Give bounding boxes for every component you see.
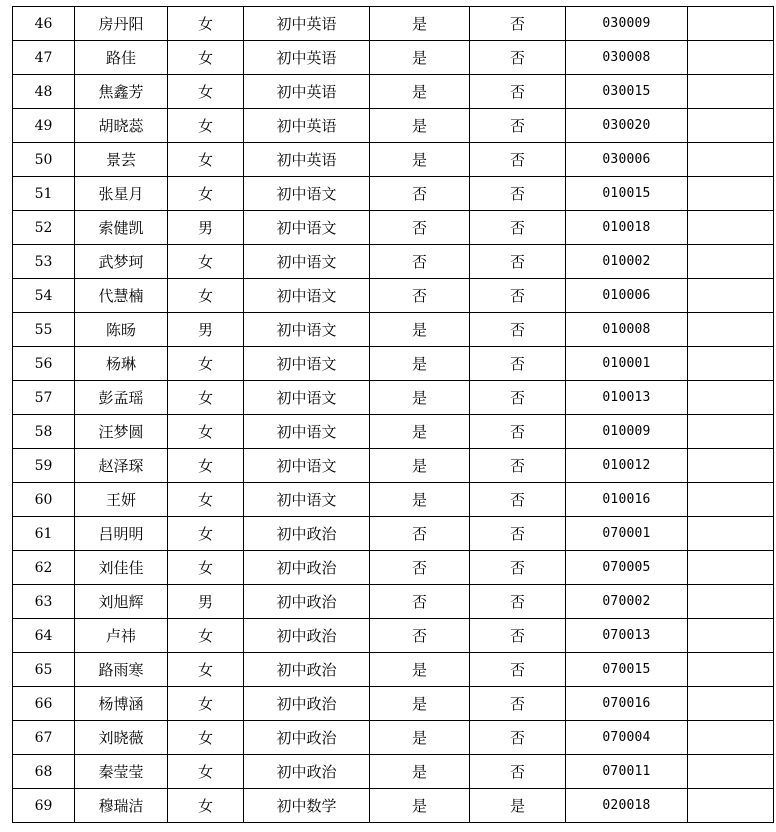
cell-name: 陈旸 [75, 313, 168, 347]
cell-number: 56 [13, 347, 75, 381]
cell-flag-a: 否 [370, 279, 470, 313]
cell-code: 070001 [566, 517, 688, 551]
cell-flag-b: 否 [470, 177, 566, 211]
cell-note [688, 687, 774, 721]
cell-number: 69 [13, 789, 75, 823]
cell-flag-a: 是 [370, 381, 470, 415]
table-row [13, 687, 774, 721]
cell-note [688, 755, 774, 789]
cell-number: 53 [13, 245, 75, 279]
cell-subject: 初中英语 [244, 41, 370, 75]
cell-number: 61 [13, 517, 75, 551]
cell-number: 46 [13, 7, 75, 41]
table-row [13, 279, 774, 313]
cell-name: 王妍 [75, 483, 168, 517]
table-row [13, 517, 774, 551]
cell-gender: 女 [168, 279, 244, 313]
cell-name: 刘旭辉 [75, 585, 168, 619]
cell-gender: 男 [168, 313, 244, 347]
cell-code: 010006 [566, 279, 688, 313]
cell-code: 010015 [566, 177, 688, 211]
cell-code: 070004 [566, 721, 688, 755]
cell-number: 50 [13, 143, 75, 177]
cell-number: 68 [13, 755, 75, 789]
cell-subject: 初中语文 [244, 381, 370, 415]
cell-gender: 女 [168, 143, 244, 177]
cell-number: 64 [13, 619, 75, 653]
cell-flag-b: 否 [470, 619, 566, 653]
cell-number: 58 [13, 415, 75, 449]
cell-flag-b: 否 [470, 347, 566, 381]
cell-code: 010016 [566, 483, 688, 517]
cell-number: 47 [13, 41, 75, 75]
cell-number: 49 [13, 109, 75, 143]
cell-number: 51 [13, 177, 75, 211]
cell-name: 张星月 [75, 177, 168, 211]
cell-name: 秦莹莹 [75, 755, 168, 789]
cell-note [688, 41, 774, 75]
cell-gender: 女 [168, 653, 244, 687]
cell-gender: 女 [168, 721, 244, 755]
cell-subject: 初中语文 [244, 347, 370, 381]
cell-name: 杨博涵 [75, 687, 168, 721]
table-row [13, 381, 774, 415]
cell-gender: 女 [168, 415, 244, 449]
cell-flag-b: 否 [470, 75, 566, 109]
cell-number: 57 [13, 381, 75, 415]
cell-subject: 初中政治 [244, 551, 370, 585]
cell-flag-b: 否 [470, 7, 566, 41]
table-row [13, 75, 774, 109]
table-row [13, 313, 774, 347]
cell-flag-b: 否 [470, 109, 566, 143]
cell-flag-b: 否 [470, 41, 566, 75]
cell-number: 52 [13, 211, 75, 245]
cell-subject: 初中数学 [244, 789, 370, 823]
cell-note [688, 653, 774, 687]
cell-subject: 初中政治 [244, 585, 370, 619]
cell-flag-a: 是 [370, 789, 470, 823]
table-row [13, 789, 774, 823]
cell-gender: 女 [168, 755, 244, 789]
cell-code: 070015 [566, 653, 688, 687]
cell-flag-a: 否 [370, 211, 470, 245]
cell-flag-a: 是 [370, 143, 470, 177]
cell-note [688, 619, 774, 653]
cell-note [688, 789, 774, 823]
cell-flag-b: 否 [470, 687, 566, 721]
cell-gender: 女 [168, 517, 244, 551]
cell-subject: 初中语文 [244, 449, 370, 483]
cell-code: 030008 [566, 41, 688, 75]
cell-note [688, 7, 774, 41]
table-row [13, 7, 774, 41]
cell-flag-a: 否 [370, 585, 470, 619]
cell-flag-a: 是 [370, 109, 470, 143]
crop-edge [0, 0, 776, 6]
roster-table-body [13, 7, 774, 823]
table-row [13, 483, 774, 517]
cell-note [688, 347, 774, 381]
cell-note [688, 109, 774, 143]
roster-table [12, 6, 774, 823]
table-row [13, 449, 774, 483]
cell-name: 路雨寒 [75, 653, 168, 687]
cell-name: 景芸 [75, 143, 168, 177]
cell-name: 彭孟瑶 [75, 381, 168, 415]
cell-flag-a: 是 [370, 7, 470, 41]
cell-flag-b: 否 [470, 143, 566, 177]
cell-name: 焦鑫芳 [75, 75, 168, 109]
cell-flag-b: 否 [470, 517, 566, 551]
cell-flag-a: 否 [370, 245, 470, 279]
cell-flag-b: 否 [470, 381, 566, 415]
cell-code: 010018 [566, 211, 688, 245]
cell-flag-a: 是 [370, 313, 470, 347]
cell-number: 67 [13, 721, 75, 755]
cell-code: 070013 [566, 619, 688, 653]
table-row [13, 347, 774, 381]
cell-gender: 女 [168, 619, 244, 653]
cell-note [688, 483, 774, 517]
cell-gender: 女 [168, 347, 244, 381]
cell-name: 刘晓薇 [75, 721, 168, 755]
cell-flag-a: 是 [370, 721, 470, 755]
cell-subject: 初中英语 [244, 75, 370, 109]
cell-subject: 初中语文 [244, 279, 370, 313]
cell-flag-a: 是 [370, 75, 470, 109]
cell-flag-b: 否 [470, 211, 566, 245]
cell-code: 030015 [566, 75, 688, 109]
cell-name: 房丹阳 [75, 7, 168, 41]
cell-gender: 女 [168, 483, 244, 517]
cell-flag-a: 否 [370, 619, 470, 653]
table-row [13, 585, 774, 619]
cell-gender: 女 [168, 41, 244, 75]
cell-name: 赵泽琛 [75, 449, 168, 483]
cell-note [688, 245, 774, 279]
cell-subject: 初中语文 [244, 483, 370, 517]
cell-name: 卢祎 [75, 619, 168, 653]
cell-number: 62 [13, 551, 75, 585]
cell-subject: 初中语文 [244, 245, 370, 279]
cell-flag-a: 是 [370, 41, 470, 75]
cell-number: 48 [13, 75, 75, 109]
table-row [13, 143, 774, 177]
cell-flag-b: 否 [470, 245, 566, 279]
cell-flag-a: 是 [370, 449, 470, 483]
cell-number: 65 [13, 653, 75, 687]
cell-code: 030009 [566, 7, 688, 41]
cell-number: 55 [13, 313, 75, 347]
cell-note [688, 449, 774, 483]
table-row [13, 755, 774, 789]
cell-flag-a: 是 [370, 653, 470, 687]
cell-gender: 女 [168, 75, 244, 109]
cell-flag-b: 否 [470, 721, 566, 755]
cell-code: 010013 [566, 381, 688, 415]
table-row [13, 211, 774, 245]
cell-flag-a: 否 [370, 177, 470, 211]
table-row [13, 653, 774, 687]
cell-name: 刘佳佳 [75, 551, 168, 585]
cell-name: 汪梦圆 [75, 415, 168, 449]
cell-subject: 初中政治 [244, 517, 370, 551]
cell-flag-b: 否 [470, 755, 566, 789]
cell-flag-b: 否 [470, 279, 566, 313]
cell-flag-a: 是 [370, 415, 470, 449]
cell-flag-a: 是 [370, 347, 470, 381]
cell-code: 070002 [566, 585, 688, 619]
cell-number: 60 [13, 483, 75, 517]
cell-gender: 女 [168, 7, 244, 41]
cell-gender: 女 [168, 245, 244, 279]
cell-note [688, 415, 774, 449]
cell-note [688, 211, 774, 245]
cell-flag-b: 否 [470, 313, 566, 347]
cell-note [688, 177, 774, 211]
cell-number: 54 [13, 279, 75, 313]
cell-gender: 女 [168, 109, 244, 143]
table-row [13, 721, 774, 755]
cell-flag-b: 否 [470, 551, 566, 585]
cell-code: 030020 [566, 109, 688, 143]
cell-subject: 初中政治 [244, 755, 370, 789]
cell-name: 武梦珂 [75, 245, 168, 279]
cell-name: 穆瑞洁 [75, 789, 168, 823]
cell-name: 代慧楠 [75, 279, 168, 313]
cell-code: 020018 [566, 789, 688, 823]
cell-note [688, 721, 774, 755]
cell-number: 59 [13, 449, 75, 483]
cell-flag-a: 否 [370, 517, 470, 551]
cell-name: 索健凯 [75, 211, 168, 245]
cell-subject: 初中语文 [244, 313, 370, 347]
cell-flag-a: 是 [370, 755, 470, 789]
cell-code: 010009 [566, 415, 688, 449]
table-row [13, 619, 774, 653]
cell-gender: 女 [168, 177, 244, 211]
cell-flag-b: 否 [470, 585, 566, 619]
cell-gender: 女 [168, 687, 244, 721]
cell-subject: 初中政治 [244, 687, 370, 721]
cell-code: 070011 [566, 755, 688, 789]
cell-gender: 男 [168, 585, 244, 619]
table-row [13, 41, 774, 75]
cell-note [688, 585, 774, 619]
cell-subject: 初中英语 [244, 7, 370, 41]
cell-number: 63 [13, 585, 75, 619]
table-row [13, 551, 774, 585]
cell-note [688, 313, 774, 347]
cell-subject: 初中语文 [244, 177, 370, 211]
cell-name: 路佳 [75, 41, 168, 75]
cell-flag-b: 是 [470, 789, 566, 823]
cell-gender: 女 [168, 789, 244, 823]
cell-subject: 初中英语 [244, 143, 370, 177]
cell-name: 吕明明 [75, 517, 168, 551]
cell-flag-b: 否 [470, 415, 566, 449]
cell-gender: 女 [168, 449, 244, 483]
cell-note [688, 381, 774, 415]
cell-note [688, 143, 774, 177]
cell-subject: 初中语文 [244, 415, 370, 449]
cell-note [688, 551, 774, 585]
cell-code: 070005 [566, 551, 688, 585]
cell-subject: 初中语文 [244, 211, 370, 245]
cell-code: 010002 [566, 245, 688, 279]
cell-note [688, 517, 774, 551]
cell-name: 胡晓蕊 [75, 109, 168, 143]
cell-code: 010001 [566, 347, 688, 381]
cell-gender: 男 [168, 211, 244, 245]
cell-flag-b: 否 [470, 653, 566, 687]
table-row [13, 109, 774, 143]
cell-subject: 初中政治 [244, 721, 370, 755]
cell-subject: 初中英语 [244, 109, 370, 143]
table-row [13, 415, 774, 449]
cell-gender: 女 [168, 381, 244, 415]
table-row [13, 245, 774, 279]
cell-note [688, 75, 774, 109]
cell-flag-b: 否 [470, 449, 566, 483]
cell-flag-a: 否 [370, 551, 470, 585]
cell-name: 杨琳 [75, 347, 168, 381]
cell-note [688, 279, 774, 313]
cell-code: 070016 [566, 687, 688, 721]
cell-code: 010012 [566, 449, 688, 483]
table-row [13, 177, 774, 211]
cell-subject: 初中政治 [244, 653, 370, 687]
cell-subject: 初中政治 [244, 619, 370, 653]
cell-flag-a: 是 [370, 483, 470, 517]
cell-code: 010008 [566, 313, 688, 347]
cell-flag-a: 是 [370, 687, 470, 721]
cell-code: 030006 [566, 143, 688, 177]
cell-number: 66 [13, 687, 75, 721]
cell-flag-b: 否 [470, 483, 566, 517]
cell-gender: 女 [168, 551, 244, 585]
